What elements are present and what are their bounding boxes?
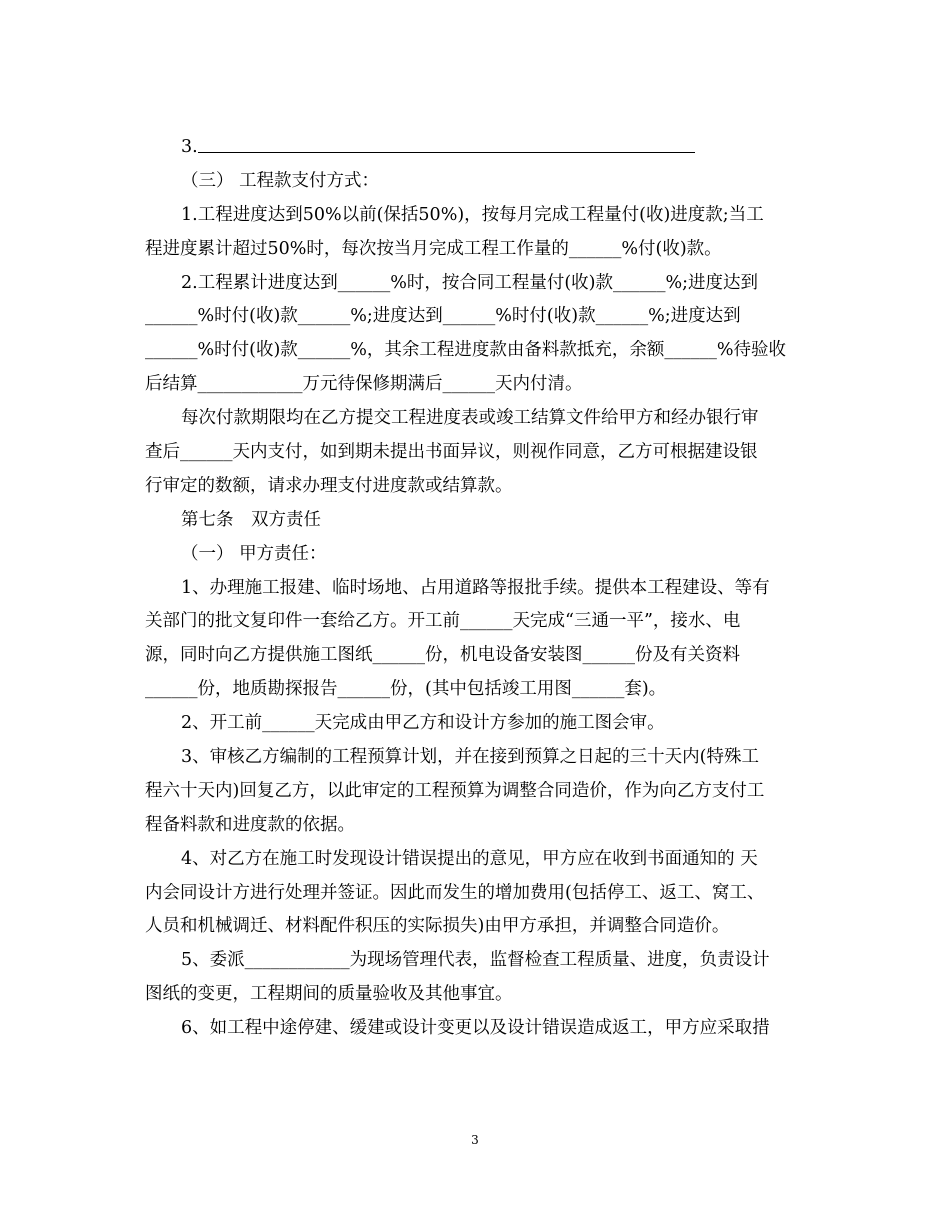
item-number: 3.	[181, 137, 198, 157]
paragraph-line: 行审定的数额，请求办理支付进度款或结算款。	[145, 475, 513, 496]
section-heading: （一） 甲方责任：	[181, 543, 327, 564]
document-body	[145, 131, 807, 1046]
paragraph-line: 后结算____________万元待保修期满后______天内付清。	[145, 374, 583, 395]
item-3-blank-line	[145, 131, 807, 165]
paragraph-line: 4、对乙方在施工时发现设计错误提出的意见，甲方应在收到书面通知的 天	[181, 848, 758, 869]
paragraph-line: 程进度累计超过50%时，每次按当月完成工程工作量的______%付(收)款。	[145, 238, 722, 259]
paragraph-line: 人员和机械调迁、材料配件积压的实际损失)由甲方承担，并调整合同造价。	[145, 916, 730, 937]
paragraph-line: 图纸的变更，工程期间的质量验收及其他事宜。	[145, 984, 513, 1005]
paragraph-line: 2、开工前______天完成由甲乙方和设计方参加的施工图会审。	[181, 713, 665, 734]
blank-underline	[198, 152, 695, 153]
paragraph-line: 查后______天内支付，如到期未提出书面异议，则视作同意，乙方可根据建设银	[145, 442, 758, 463]
paragraph-line: 关部门的批文复印件一套给乙方。开工前______天完成“三通一平”，接水、电	[145, 611, 741, 632]
paragraph-line: 5、委派____________为现场管理代表，监督检查工程质量、进度，负责设计	[181, 950, 770, 971]
paragraph-line: 源，同时向乙方提供施工图纸______份，机电设备安装图______份及有关资料	[145, 645, 740, 666]
paragraph-line: 1.工程进度达到50%以前(保括50%)，按每月完成工程量付(收)进度款;当工	[181, 204, 764, 225]
paragraph-line: 6、如工程中途停建、缓建或设计变更以及设计错误造成返工，甲方应采取措	[181, 1018, 770, 1039]
article-heading: 第七条 双方责任	[181, 509, 321, 530]
paragraph-line: 3、审核乙方编制的工程预算计划，并在接到预算之日起的三十天内(特殊工	[181, 747, 759, 768]
paragraph-line: ______份，地质勘探报告______份，(其中包括竣工用图______套)。	[145, 679, 667, 700]
paragraph-line: ______%时付(收)款______%，其余工程进度款由备料款抵充，余额______%待验收	[145, 340, 787, 361]
paragraph-line: 程备料款和进度款的依据。	[145, 814, 355, 835]
paragraph-line: 程六十天内)回复乙方，以此审定的工程预算为调整合同造价，作为向乙方支付工	[145, 780, 765, 801]
paragraph-line: 每次付款期限均在乙方提交工程进度表或竣工结算文件给甲方和经办银行审	[181, 408, 759, 429]
section-heading: （三） 工程款支付方式：	[181, 170, 380, 191]
paragraph-line: 2.工程累计进度达到______%时，按合同工程量付(收)款______%;进度达到	[181, 272, 759, 293]
page-number: 3	[471, 1133, 479, 1147]
paragraph-line: 内会同设计方进行处理并签证。因此而发生的增加费用(包括停工、返工、窝工、	[145, 882, 765, 903]
paragraph-line: 1、办理施工报建、临时场地、占用道路等报批手续。提供本工程建设、等有	[181, 577, 770, 598]
paragraph-line: ______%时付(收)款______%;进度达到______%时付(收)款______%;进度达到	[145, 306, 741, 327]
